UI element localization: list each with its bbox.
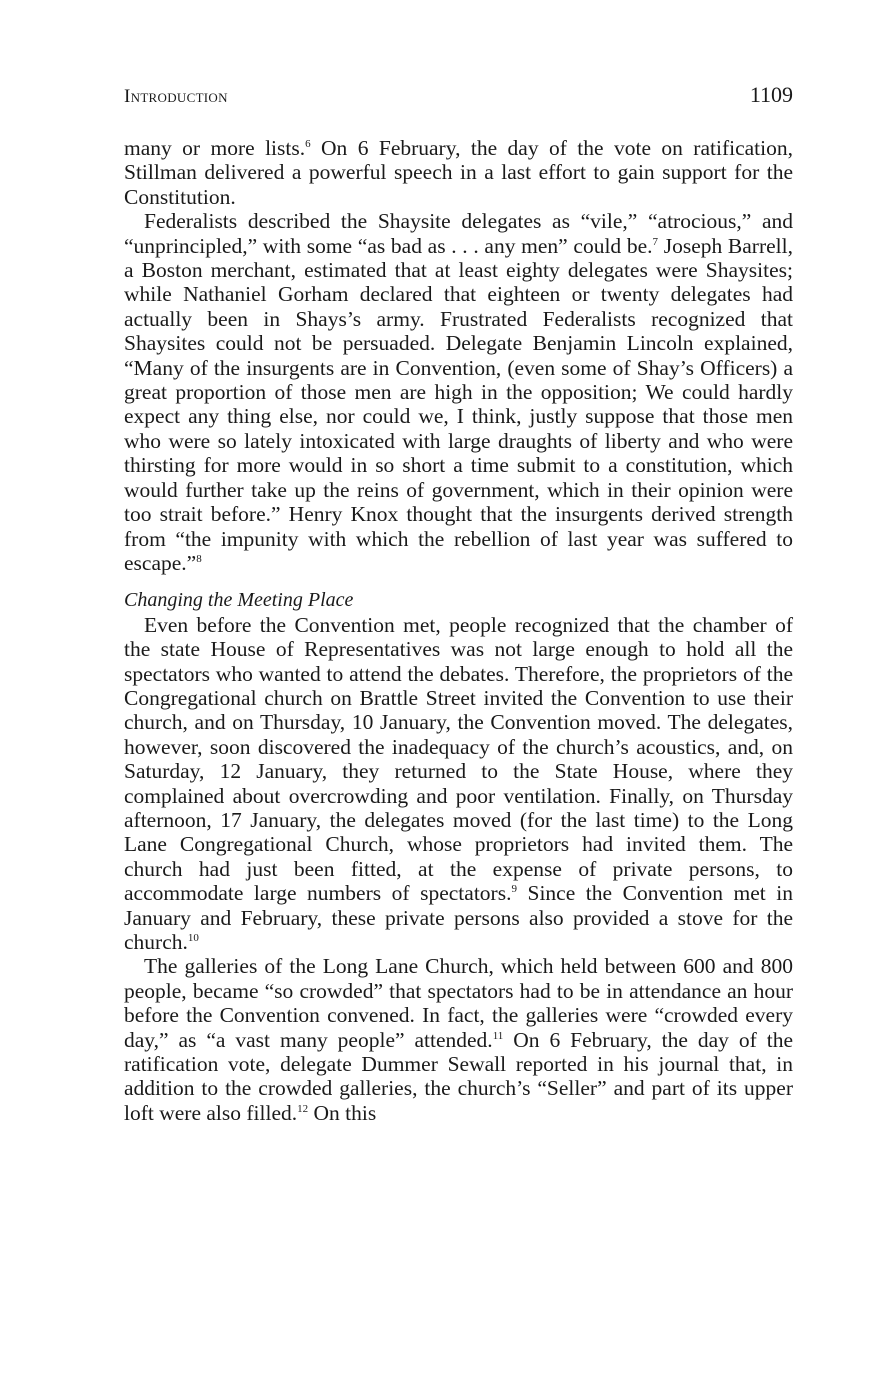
footnote-ref: 11 (492, 1029, 504, 1042)
paragraph-galleries (124, 954, 793, 1125)
text-run: On 6 February, the day of the vote on ratification, Stillman delivered a powerful speech in a last effort to gain support for the Constitution. (124, 136, 793, 209)
page-number: 1109 (749, 82, 793, 107)
text-run: many or more lists. (124, 136, 306, 160)
body-text (124, 136, 793, 1125)
text-run: On this (308, 1100, 377, 1125)
footnote-ref: 7 (652, 235, 659, 248)
footnote-ref: 10 (187, 932, 199, 944)
text-run: Even before the Convention met, people recognized that the chamber of the state House of Representatives was not large enough to hold all the spectators who wanted to attend the debates. Therefore, the proprietors of the Congregational church on Brattle Street invited the Convention to use their church, and on Thursday, 10 January, the Convention moved. The delegates, however, soon discovered the inadequacy of the church’s acoustics, and, on Saturday, 12 January, they returned to the State House, where they complained about overcrowding and poor ventilation. Finally, on Thursday afternoon, 17 January, the delegates moved (for the last time) to the Long Lane Congregational Church, whose proprietors had invited them. The church had just been fitted, at the expense of private persons, to accommodate large numbers of spectators. (124, 612, 793, 906)
text-run: Federalists described the Shaysite delegates as “vile,” “atrocious,” and “unprincipled,” with some “as bad as . . . any men” could be. (124, 209, 793, 258)
text-run: Joseph Barrell, a Boston merchant, estimated that at least eighty delegates were Shaysites; while Nathaniel Gorham declared that eighteen or twenty delegates had actually been in Shays’s army. Frustrated Federalists recognized that Shaysites could not be persuaded. Delegate Benjamin Lincoln explained, “Many of the insurgents are in Convention, (even some of Shay’s Officers) a great proportion of those men are high in the opposition; We could hardly expect any thing else, nor could we, I think, justly suppose that those men who were so lately intoxicated with large draughts of liberty and who were thirsting for more would in so short a time submit to a constitution, which would further take up the reins of government, which in their opinion were too strait before.” Henry Knox thought that the insurgents derived strength from “the impunity with which the rebellion of last year was suffered to escape.” (124, 233, 793, 575)
footnote-ref: 8 (196, 552, 202, 565)
text-run: Since the Convention met in January and February, these private persons also provided a stove for the church. (124, 881, 794, 954)
paragraph-continuation (124, 136, 793, 209)
footnote-ref: 9 (511, 883, 517, 896)
footnote-ref: 12 (297, 1102, 309, 1115)
section-subheading: Changing the Meeting Place (124, 589, 354, 612)
paragraph-meeting-place (124, 613, 793, 955)
paragraph-federalists (124, 209, 793, 575)
footnote-ref: 6 (305, 138, 311, 150)
text-run: On 6 February, the day of the ratification vote, delegate Dummer Sewall reported in his journal that, in addition to the crowded galleries, the church’s “Seller” and part of its upper loft were also filled. (124, 1027, 793, 1125)
running-head (124, 82, 793, 114)
section-title: Introduction (124, 86, 228, 107)
text-run: The galleries of the Long Lane Church, which held between 600 and 800 people, became “so crowded” that spectators had to be in attendance an hour before the Convention convened. In fact, the galleries were “crowded every day,” as “a vast many people” attended. (124, 954, 793, 1052)
